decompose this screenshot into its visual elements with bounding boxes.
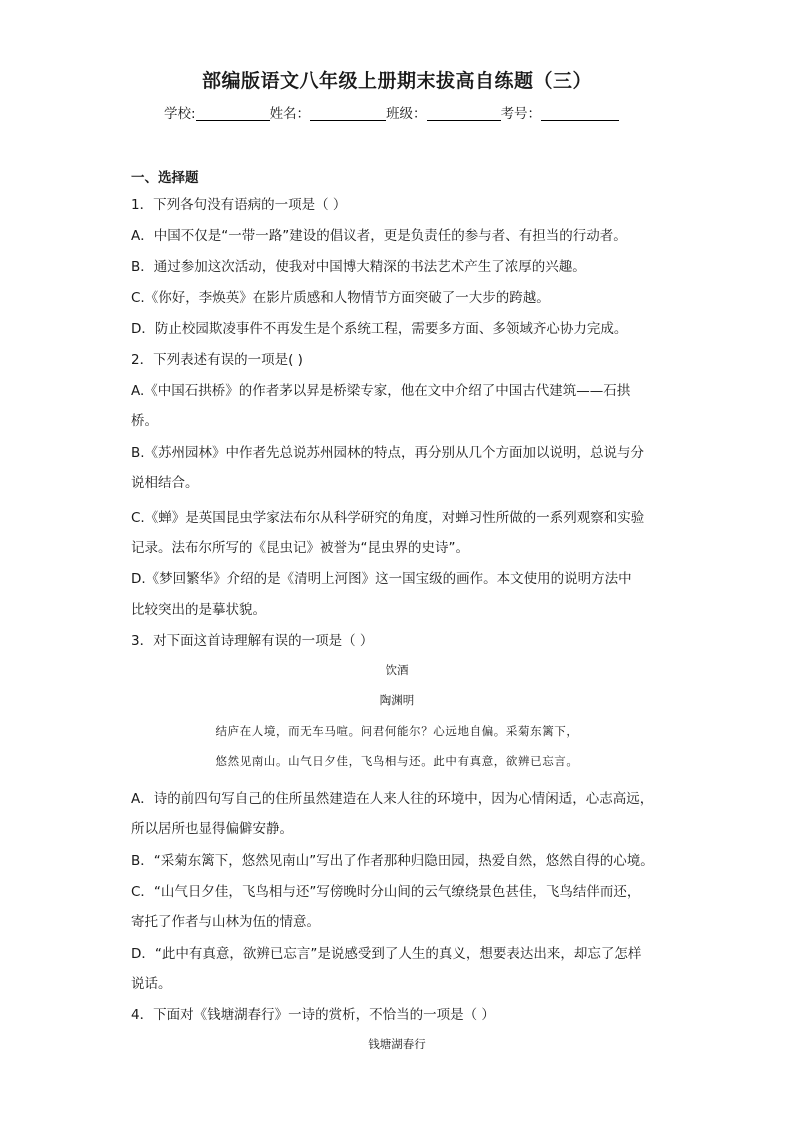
exam-no-blank	[541, 106, 619, 121]
q3-poem-verse-1: 结庐在人境，而无车马喧。问君何能尔？心远地自偏。采菊东篱下，	[215, 724, 579, 738]
name-label: 姓名：	[269, 106, 311, 122]
q3-poem-verse-2: 悠然见南山。山气日夕佳，飞鸟相与还。此中有真意，欲辨已忘言。	[215, 754, 579, 768]
exam-no-label: 考号：	[500, 106, 542, 122]
q3-option-b: B．“采菊东篱下，悠然见南山”写出了作者那种归隐田园，热爱自然，悠然自得的心境。	[131, 853, 654, 869]
student-info-row	[164, 102, 619, 122]
q2-option-d: D.《梦回繁华》介绍的是《清明上河图》这一国宝级的画作。本文使用的说明方法中	[131, 571, 632, 587]
q1-option-c: C.《你好，李焕英》在影片质感和人物情节方面突破了一大步的跨越。	[131, 290, 550, 306]
q1-option-d: D．防止校园欺凌事件不再发生是个系统工程，需要多方面、多领域齐心协力完成。	[131, 321, 628, 337]
q3-stem: 3．对下面这首诗理解有误的一项是（ ）	[131, 633, 374, 649]
school-blank	[196, 106, 270, 121]
page-title: 部编版语文八年级上册期末拔高自练题（三）	[201, 70, 592, 92]
q2-option-c-cont: 记录。法布尔所写的《昆虫记》被誉为“昆虫界的史诗”。	[131, 540, 469, 556]
q2-option-b: B.《苏州园林》中作者先总说苏州园林的特点，再分别从几个方面加以说明，总说与分	[131, 445, 645, 461]
section-heading: 一、选择题	[131, 170, 199, 186]
q3-poem-title: 饮酒	[385, 663, 409, 677]
q3-option-c-cont: 寄托了作者与山林为伍的情意。	[131, 914, 320, 930]
q3-option-d-cont: 说话。	[131, 976, 172, 992]
q1-option-a: A．中国不仅是“一带一路”建设的倡议者，更是负责任的参与者、有担当的行动者。	[131, 228, 627, 244]
q2-option-a-cont: 桥。	[131, 413, 158, 429]
name-blank	[310, 106, 386, 121]
q2-option-a: A.《中国石拱桥》的作者茅以昇是桥梁专家，他在文中介绍了中国古代建筑——石拱	[131, 383, 631, 399]
q3-poem-author: 陶渊明	[379, 693, 415, 707]
q3-option-a: A．诗的前四句写自己的住所虽然建造在人来人往的环境中，因为心情闲适，心志高远，	[131, 791, 654, 807]
q2-stem: 2．下列表述有误的一项是( )	[131, 352, 303, 368]
q3-option-a-cont: 所以居所也显得偏僻安静。	[131, 821, 293, 837]
q2-option-b-cont: 说相结合。	[131, 475, 199, 491]
q1-stem: 1．下列各句没有语病的一项是（ ）	[131, 197, 347, 213]
q3-option-d: D．“此中有真意，欲辨已忘言”是说感受到了人生的真义，想要表达出来，却忘了怎样	[131, 946, 642, 962]
q3-option-c: C．“山气日夕佳，飞鸟相与还”写傍晚时分山间的云气缭绕景色甚佳，飞鸟结伴而还，	[131, 884, 641, 900]
q2-option-c: C.《蝉》是英国昆虫学家法布尔从科学研究的角度，对蝉习性所做的一系列观察和实验	[131, 510, 645, 526]
class-label: 班级：	[386, 106, 427, 122]
school-label: 学校:	[164, 106, 196, 122]
q1-option-b: B．通过参加这次活动，使我对中国博大精深的书法艺术产生了浓厚的兴趣。	[131, 259, 586, 275]
q2-option-d-cont: 比较突出的是摹状貌。	[131, 602, 266, 618]
class-blank	[427, 106, 501, 121]
q4-stem: 4．下面对《钱塘湖春行》一诗的赏析，不恰当的一项是（ ）	[131, 1007, 495, 1023]
q4-poem-title: 钱塘湖春行	[368, 1037, 426, 1051]
